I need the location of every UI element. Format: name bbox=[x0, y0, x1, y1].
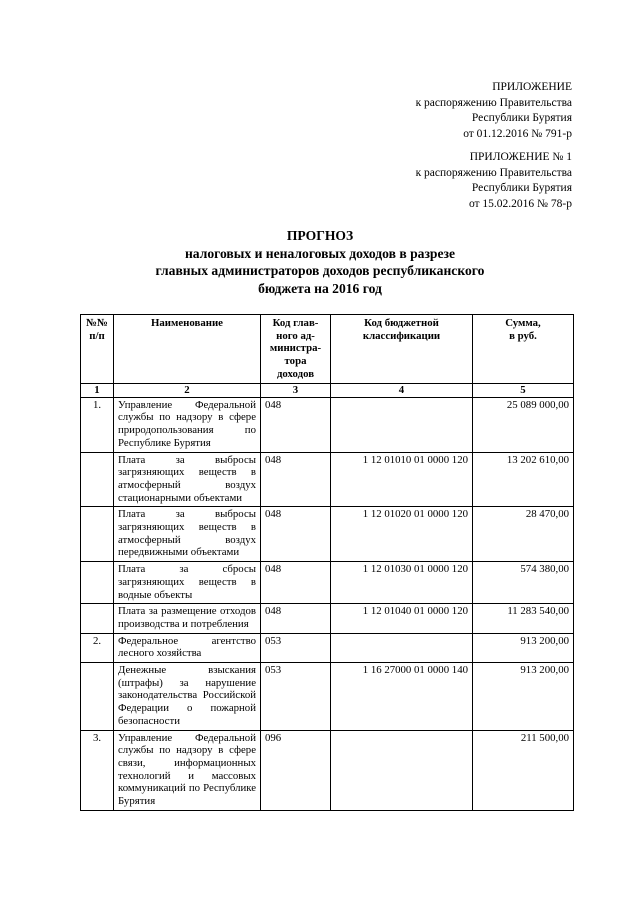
row-num bbox=[81, 452, 114, 507]
column-number: 5 bbox=[473, 384, 574, 398]
document-title-line2: налоговых и неналоговых доходов в разрезе bbox=[184, 245, 456, 261]
column-number: 1 bbox=[81, 384, 114, 398]
row-admin-code: 048 bbox=[261, 397, 331, 452]
appendix-current-line1: к распоряжению Правительства bbox=[415, 96, 572, 109]
row-name: Денежные взыскания (штрафы) за нарушение законодательства Российской Федерации о пожарной безопасности bbox=[114, 663, 261, 731]
row-name: Плата за выбросы загрязняющих веществ в атмосферный воздух стационарными объектами bbox=[114, 452, 261, 507]
document-title bbox=[0, 227, 640, 297]
document-title-line1: ПРОГНОЗ bbox=[286, 228, 354, 243]
row-budget-code: 1 12 01020 01 0000 120 bbox=[331, 507, 473, 562]
row-num bbox=[81, 604, 114, 633]
header-admin-code: Код глав- ного ад- министра- тора доходов bbox=[261, 315, 331, 384]
row-amount: 574 380,00 bbox=[473, 562, 574, 604]
table-row bbox=[81, 663, 574, 731]
row-name: Управление Федеральной службы по надзору в сфере природопользования по Республике Бурятия bbox=[114, 397, 261, 452]
appendix-original-block bbox=[416, 150, 572, 212]
row-amount: 11 283 540,00 bbox=[473, 604, 574, 633]
row-name: Плата за сбросы загрязняющих веществ в водные объекты bbox=[114, 562, 261, 604]
appendix-current-line2: Республики Бурятия bbox=[471, 112, 572, 125]
row-amount: 13 202 610,00 bbox=[473, 452, 574, 507]
row-budget-code bbox=[331, 730, 473, 810]
row-budget-code bbox=[331, 397, 473, 452]
row-admin-code: 048 bbox=[261, 452, 331, 507]
appendix-current-line3: от 01.12.2016 № 791-р bbox=[463, 127, 572, 140]
row-name: Плата за выбросы загрязняющих веществ в атмосферный воздух передвижными объектами bbox=[114, 507, 261, 562]
table-row bbox=[81, 562, 574, 604]
forecast-table bbox=[80, 314, 574, 811]
appendix-original-line2: Республики Бурятия bbox=[471, 182, 572, 195]
row-admin-code: 096 bbox=[261, 730, 331, 810]
table-row bbox=[81, 397, 574, 452]
table-row bbox=[81, 604, 574, 633]
table-row bbox=[81, 452, 574, 507]
row-name: Управление Федеральной службы по надзору в сфере связи, информационных технологий и массовых коммуникаций по Республике Бурятия bbox=[114, 730, 261, 810]
row-budget-code bbox=[331, 633, 473, 662]
row-admin-code: 053 bbox=[261, 663, 331, 731]
row-admin-code: 048 bbox=[261, 507, 331, 562]
row-amount: 25 089 000,00 bbox=[473, 397, 574, 452]
column-number: 4 bbox=[331, 384, 473, 398]
table-header-row bbox=[81, 315, 574, 384]
document-title-line3: главных администраторов доходов республиканского bbox=[155, 263, 485, 278]
table-row bbox=[81, 633, 574, 662]
row-name: Плата за размещение отходов производства и потребления bbox=[114, 604, 261, 633]
row-num bbox=[81, 663, 114, 731]
row-admin-code: 048 bbox=[261, 604, 331, 633]
row-budget-code: 1 12 01010 01 0000 120 bbox=[331, 452, 473, 507]
appendix-current-title: ПРИЛОЖЕНИЕ bbox=[492, 81, 572, 93]
row-num bbox=[81, 562, 114, 604]
header-budget-code: Код бюджетной классификации bbox=[331, 315, 473, 384]
appendix-original-line1: к распоряжению Правительства bbox=[415, 166, 572, 179]
column-number-row bbox=[81, 384, 574, 398]
header-amount: Сумма, в руб. bbox=[473, 315, 574, 384]
row-amount: 28 470,00 bbox=[473, 507, 574, 562]
row-num: 1. bbox=[81, 397, 114, 452]
table-row bbox=[81, 507, 574, 562]
appendix-original-line3: от 15.02.2016 № 78-р bbox=[468, 197, 572, 210]
row-admin-code: 048 bbox=[261, 562, 331, 604]
column-number: 3 bbox=[261, 384, 331, 398]
appendix-original-title: ПРИЛОЖЕНИЕ № 1 bbox=[469, 151, 572, 163]
row-admin-code: 053 bbox=[261, 633, 331, 662]
row-num: 2. bbox=[81, 633, 114, 662]
row-budget-code: 1 12 01030 01 0000 120 bbox=[331, 562, 473, 604]
row-num: 3. bbox=[81, 730, 114, 810]
row-budget-code: 1 12 01040 01 0000 120 bbox=[331, 604, 473, 633]
document-title-line4: бюджета на 2016 год bbox=[258, 280, 382, 296]
row-amount: 211 500,00 bbox=[473, 730, 574, 810]
header-num: №№ п/п bbox=[81, 315, 114, 384]
row-amount: 913 200,00 bbox=[473, 633, 574, 662]
row-budget-code: 1 16 27000 01 0000 140 bbox=[331, 663, 473, 731]
header-name: Наименование bbox=[114, 315, 261, 384]
row-num bbox=[81, 507, 114, 562]
table-row bbox=[81, 730, 574, 810]
appendix-current-block bbox=[416, 80, 572, 142]
column-number: 2 bbox=[114, 384, 261, 398]
row-name: Федеральное агентство лесного хозяйства bbox=[114, 633, 261, 662]
row-amount: 913 200,00 bbox=[473, 663, 574, 731]
